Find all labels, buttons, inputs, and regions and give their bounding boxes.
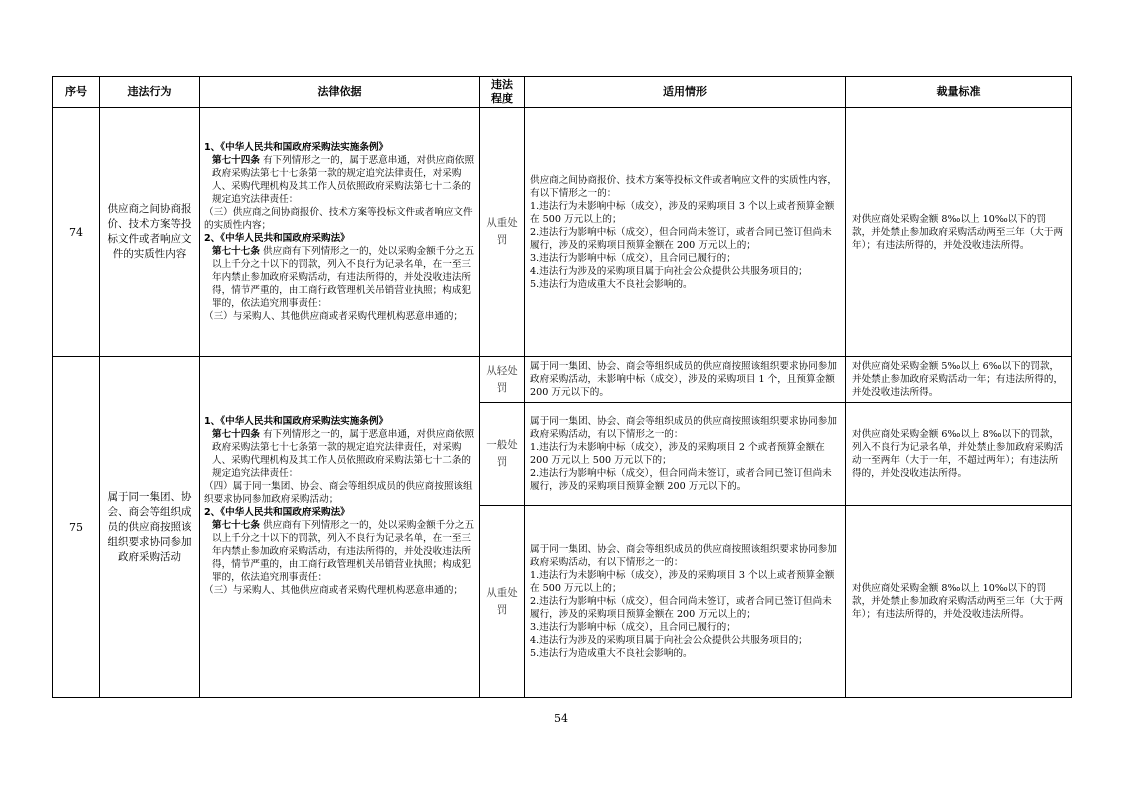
penalty-standard: 对供应商处采购金额 8‰以上 10‰以下的罚款，并处禁止参加政府采购活动两至三年（大于两年）；有违法所得的，并处没收违法所得。: [846, 506, 1072, 698]
situation-intro: 属于同一集团、协会、商会等组织成员的供应商按照该组织要求协同参加政府采购活动，有以下情形之一的：: [530, 544, 837, 568]
header-standard: 裁量标准: [846, 77, 1072, 108]
situation-item: 2.违法行为影响中标（成交），但合同尚未签订，或者合同已签订但尚未履行，涉及的采购项目预算金额在 200 万元以上的；: [530, 226, 832, 251]
article-item: （四）属于同一集团、协会、商会等组织成员的供应商按照该组织要求协同参加政府采购活动；: [204, 481, 473, 505]
situation-intro: 供应商之间协商报价、技术方案等投标文件或者响应文件的实质性内容，有以下情形之一的：: [530, 174, 837, 199]
article-paragraph: 第七十四条 有下列情形之一的，属于恶意串通，对供应商依照政府采购法第七十七条第一款的规定追究法律责任，对采购人、采购代理机构及其工作人员依照政府采购法第七十二条的规定追究法律责任：: [212, 155, 475, 205]
violation-act: 属于同一集团、协会、商会等组织成员的供应商按照该组织要求协同参加政府采购活动: [100, 357, 200, 698]
situation-item: 5.违法行为造成重大不良社会影响的。: [530, 648, 693, 659]
law-title: 1、《中华人民共和国政府采购法实施条例》: [204, 416, 389, 427]
article-paragraph: 第七十七条 供应商有下列情形之一的，处以采购金额千分之五以上千分之十以下的罚款，列入不良行为记录名单，在一至三年内禁止参加政府采购活动，有违法所得的，并处没收违法所得，情节严重的，由工商行政管理机关吊销营业执照；构成犯罪的，依法追究刑事责任：: [212, 246, 475, 309]
violation-level: 从重处罚: [480, 108, 525, 357]
law-title: 1、《中华人民共和国政府采购法实施条例》: [204, 142, 389, 153]
law-title: 2、《中华人民共和国政府采购法》: [204, 507, 350, 518]
applicable-situation: 属于同一集团、协会、商会等组织成员的供应商按照该组织要求协同参加政府采购活动，未影响中标（成交），涉及的采购项目 1 个，且预算金额 200 万元以下的。: [525, 357, 846, 403]
legal-basis: [200, 108, 480, 357]
row-number: 75: [53, 357, 100, 698]
header-no: 序号: [53, 77, 100, 108]
situation-item: 2.违法行为影响中标（成交），但合同尚未签订，或者合同已签订但尚未履行，涉及的采购项目预算金额在 200 万元以上的；: [530, 596, 832, 620]
table-row-74: [53, 108, 1072, 357]
header-row: [53, 77, 1072, 108]
applicable-situation: [525, 506, 846, 698]
article-paragraph: 第七十四条 有下列情形之一的，属于恶意串通，对供应商依照政府采购法第七十七条第一款的规定追究法律责任，对采购人、采购代理机构及其工作人员依照政府采购法第七十二条的规定追究法律责任：: [212, 429, 475, 479]
penalty-standard: 对供应商处采购金额 5‰以上 6‰以下的罚款，并处禁止参加政府采购活动一年；有违法所得的，并处没收违法所得。: [846, 357, 1072, 403]
article-item: （三）与采购人、其他供应商或者采购代理机构恶意串通的；: [204, 311, 464, 322]
penalty-standard: 对供应商处采购金额 8‰以上 10‰以下的罚款，并处禁止参加政府采购活动两至三年（大于两年）；有违法所得的，并处没收违法所得。: [846, 108, 1072, 357]
page-number: 54: [554, 712, 568, 725]
legal-basis: [200, 357, 480, 698]
penalty-standards-table: [52, 76, 1072, 698]
situation-item: 3.违法行为影响中标（成交），且合同已履行的；: [530, 252, 736, 264]
article-paragraph: 第七十七条 供应商有下列情形之一的，处以采购金额千分之五以上千分之十以下的罚款，列入不良行为记录名单，在一至三年内禁止参加政府采购活动，有违法所得的，并处没收违法所得，情节严重的，由工商行政管理机关吊销营业执照；构成犯罪的，依法追究刑事责任：: [212, 520, 475, 583]
header-situation: 适用情形: [525, 77, 846, 108]
situation-item: 1.违法行为未影响中标（成交），涉及的采购项目 3 个以上或者预算金额在 500 万元以上的；: [530, 200, 835, 225]
header-act: 违法行为: [100, 77, 200, 108]
situation-item: 4.违法行为涉及的采购项目属于向社会公众提供公共服务项目的；: [530, 635, 808, 646]
situation-item: 4.违法行为涉及的采购项目属于向社会公众提供公共服务项目的；: [530, 265, 808, 277]
situation-item: 5.违法行为造成重大不良社会影响的。: [530, 278, 693, 290]
applicable-situation: [525, 108, 846, 357]
situation-item: 2.违法行为影响中标（成交），但合同尚未签订，或者合同已签订但尚未履行，涉及的采购项目预算金额 200 万元以下的。: [530, 468, 832, 492]
row-number: 74: [53, 108, 100, 357]
violation-level: 从重处罚: [480, 506, 525, 698]
header-basis: 法律依据: [200, 77, 480, 108]
situation-intro: 属于同一集团、协会、商会等组织成员的供应商按照该组织要求协同参加政府采购活动，有以下情形之一的：: [530, 416, 837, 440]
violation-level: 一般处罚: [480, 403, 525, 506]
violation-act: 供应商之间协商报价、技术方案等投标文件或者响应文件的实质性内容: [100, 108, 200, 357]
article-item: （三）供应商之间协商报价、技术方案等投标文件或者响应文件的实质性内容；: [204, 207, 473, 231]
header-level: 违法程度: [480, 77, 525, 108]
situation-item: 1.违法行为未影响中标（成交），涉及的采购项目 3 个以上或者预算金额在 500 万元以上的；: [530, 570, 835, 594]
situation-item: 1.违法行为未影响中标（成交），涉及的采购项目 2 个或者预算金额在 200 万元以上 500 万元以下的；: [530, 442, 825, 466]
applicable-situation: [525, 403, 846, 506]
article-item: （三）与采购人、其他供应商或者采购代理机构恶意串通的；: [204, 585, 464, 596]
law-title: 2、《中华人民共和国政府采购法》: [204, 233, 350, 244]
penalty-standard: 对供应商处采购金额 6‰以上 8‰以下的罚款，列入不良行为记录名单，并处禁止参加政府采购活动一至两年（大于一年，不超过两年）；有违法所得的，并处没收违法所得。: [846, 403, 1072, 506]
violation-level: 从轻处罚: [480, 357, 525, 403]
table-row-75-light: [53, 357, 1072, 403]
situation-item: 3.违法行为影响中标（成交），且合同已履行的；: [530, 622, 736, 633]
